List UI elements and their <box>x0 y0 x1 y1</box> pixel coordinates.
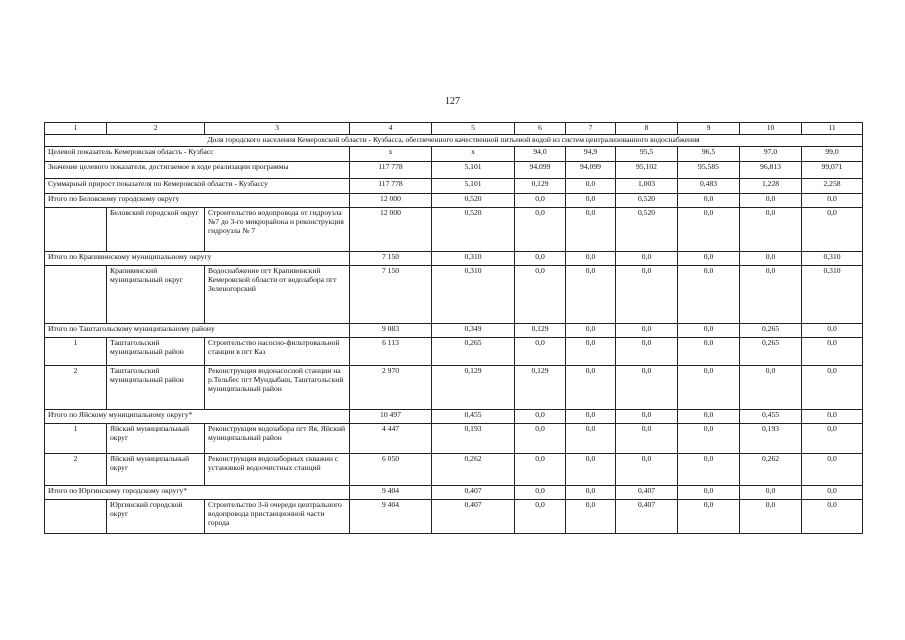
value-cell: 0,0 <box>515 193 566 207</box>
value-cell: 0,520 <box>616 193 678 207</box>
municipality-cell: Крапивинский муниципальный округ <box>107 265 205 323</box>
value-cell: 0,0 <box>678 323 740 337</box>
row-number <box>45 265 107 323</box>
project-cell: Строительство насосно-фильтровальной станции в пгт Каз <box>205 337 350 365</box>
value-cell: 0,310 <box>432 265 515 323</box>
value-cell: 0,265 <box>432 337 515 365</box>
municipality-cell: Яйский муниципальный округ <box>107 453 205 485</box>
section-title-row <box>45 135 863 147</box>
value-cell: 12 000 <box>350 207 432 251</box>
value-cell: 0,0 <box>616 365 678 409</box>
value-cell: 0,0 <box>678 251 740 265</box>
value-cell: 0,0 <box>678 365 740 409</box>
value-cell: 0,0 <box>616 265 678 323</box>
value-cell: 0,0 <box>515 409 566 423</box>
value-cell: 7 150 <box>350 265 432 323</box>
row-label: Значение целевого показателя, достигаемое в ходе реализации программы <box>45 161 350 178</box>
column-header: 8 <box>616 123 678 135</box>
column-header: 1 <box>45 123 107 135</box>
value-cell: 0,0 <box>740 485 802 499</box>
value-cell: 12 000 <box>350 193 432 207</box>
value-cell: 117 778 <box>350 178 432 193</box>
value-cell: 0,0 <box>616 423 678 453</box>
value-cell: 0,0 <box>678 453 740 485</box>
value-cell: 0,407 <box>432 485 515 499</box>
row-label: Итого по Крапивинскому муниципальному округу <box>45 251 350 265</box>
value-cell: 0,0 <box>515 207 566 251</box>
municipality-cell: Юргинский городской округ <box>107 499 205 533</box>
value-cell: 0,0 <box>566 337 616 365</box>
summary-row <box>45 178 863 193</box>
column-header: 10 <box>740 123 802 135</box>
row-label: Итого по Яйскому муниципальному округу* <box>45 409 350 423</box>
value-cell: 94,099 <box>515 161 566 178</box>
value-cell: 96,813 <box>740 161 802 178</box>
column-header: 9 <box>678 123 740 135</box>
table-row <box>45 207 863 251</box>
row-number: 2 <box>45 365 107 409</box>
total-row <box>45 251 863 265</box>
value-cell: 0,520 <box>432 207 515 251</box>
value-cell: 0,0 <box>515 265 566 323</box>
value-cell: 97,0 <box>740 146 802 161</box>
value-cell: 0,0 <box>678 193 740 207</box>
value-cell: 0,0 <box>515 251 566 265</box>
value-cell: 10 497 <box>350 409 432 423</box>
value-cell: 6 113 <box>350 337 432 365</box>
project-cell: Строительство 3-й очереди центрального водопровода пристанционной части города <box>205 499 350 533</box>
value-cell: 0,407 <box>432 499 515 533</box>
value-cell: 0,0 <box>566 365 616 409</box>
value-cell: 0,310 <box>802 251 863 265</box>
value-cell: х <box>432 146 515 161</box>
value-cell: 0,0 <box>616 337 678 365</box>
value-cell: 2 970 <box>350 365 432 409</box>
value-cell: 9 083 <box>350 323 432 337</box>
value-cell: 0,0 <box>566 178 616 193</box>
value-cell: 0,0 <box>566 499 616 533</box>
row-number: 1 <box>45 337 107 365</box>
value-cell: 1,003 <box>616 178 678 193</box>
value-cell: 0,0 <box>740 265 802 323</box>
value-cell: 0,265 <box>740 323 802 337</box>
value-cell: 0,0 <box>802 323 863 337</box>
column-header: 5 <box>432 123 515 135</box>
table-row <box>45 423 863 453</box>
value-cell: 94,0 <box>515 146 566 161</box>
municipality-cell: Яйский муниципальный округ <box>107 423 205 453</box>
value-cell: 0,0 <box>802 365 863 409</box>
value-cell: 0,129 <box>515 365 566 409</box>
value-cell: 1,228 <box>740 178 802 193</box>
value-cell: 0,0 <box>566 265 616 323</box>
row-label: Итого по Беловскому городскому округу <box>45 193 350 207</box>
value-cell: 0,0 <box>678 409 740 423</box>
row-number <box>45 499 107 533</box>
value-cell: 0,0 <box>616 453 678 485</box>
value-cell: 0,520 <box>616 207 678 251</box>
indicator-table <box>44 122 863 534</box>
value-cell: 94,9 <box>566 146 616 161</box>
value-cell: 95,102 <box>616 161 678 178</box>
municipality-cell: Таштагольский муниципальный район <box>107 365 205 409</box>
row-label: Итого по Юргинскому городскому округу* <box>45 485 350 499</box>
table-row <box>45 499 863 533</box>
value-cell: 5,101 <box>432 178 515 193</box>
value-cell: 0,0 <box>566 453 616 485</box>
project-cell: Строительство водопровода от гидроузла №7 до 3-го микрорайона и реконструкция гидроузла № 7 <box>205 207 350 251</box>
value-cell: 0,0 <box>740 207 802 251</box>
value-cell: 7 150 <box>350 251 432 265</box>
total-row <box>45 485 863 499</box>
value-cell: 0,262 <box>432 453 515 485</box>
column-header: 7 <box>566 123 616 135</box>
value-cell: 0,0 <box>616 251 678 265</box>
value-cell: 0,455 <box>740 409 802 423</box>
value-cell: 0,0 <box>566 485 616 499</box>
value-cell: 6 050 <box>350 453 432 485</box>
value-cell: 0,0 <box>802 409 863 423</box>
header-row <box>45 123 863 135</box>
value-cell: 0,0 <box>802 453 863 485</box>
project-cell: Реконструкция водонасосной станции на р.Тельбес пгт Мундыбаш, Таштагольский муниципальный район <box>205 365 350 409</box>
value-cell: 99,0 <box>802 146 863 161</box>
value-cell: 0,0 <box>740 499 802 533</box>
value-cell: 0,0 <box>678 265 740 323</box>
project-cell: Реконструкция водозабора пгт Яя, Яйский муниципальный район <box>205 423 350 453</box>
value-cell: 0,407 <box>616 485 678 499</box>
column-header: 4 <box>350 123 432 135</box>
value-cell: 0,0 <box>740 365 802 409</box>
value-cell: 94,099 <box>566 161 616 178</box>
row-label: Суммарный прирост показателя по Кемеровской области - Кузбассу <box>45 178 350 193</box>
column-header: 6 <box>515 123 566 135</box>
value-cell: 0,129 <box>515 178 566 193</box>
value-cell: 0,310 <box>432 251 515 265</box>
column-header: 3 <box>205 123 350 135</box>
table-row <box>45 337 863 365</box>
row-label: Итого по Таштагольскому муниципальному району <box>45 323 350 337</box>
value-cell: 0,0 <box>740 251 802 265</box>
value-cell: 0,0 <box>515 337 566 365</box>
value-cell: 95,5 <box>616 146 678 161</box>
value-cell: 0,0 <box>678 499 740 533</box>
summary-row <box>45 161 863 178</box>
value-cell: 5,101 <box>432 161 515 178</box>
section-title: Доля городского населения Кемеровской области - Кузбасса, обеспеченного качественной питьевой водой из систем централизованного водоснабжения <box>45 135 863 147</box>
row-number: 1 <box>45 423 107 453</box>
value-cell: 2,258 <box>802 178 863 193</box>
value-cell: 0,0 <box>678 337 740 365</box>
value-cell: 117 778 <box>350 161 432 178</box>
project-cell: Реконструкция водозаборных скважин с установкой водоочистных станций <box>205 453 350 485</box>
value-cell: 0,0 <box>802 485 863 499</box>
value-cell: 0,349 <box>432 323 515 337</box>
value-cell: 0,0 <box>566 423 616 453</box>
value-cell: 0,0 <box>678 423 740 453</box>
value-cell: 0,0 <box>616 323 678 337</box>
value-cell: 0,0 <box>515 499 566 533</box>
value-cell: 0,0 <box>566 207 616 251</box>
value-cell: 9 404 <box>350 499 432 533</box>
page-number: 127 <box>445 96 460 107</box>
value-cell: 0,262 <box>740 453 802 485</box>
value-cell: 0,0 <box>566 251 616 265</box>
table-row <box>45 265 863 323</box>
value-cell: 0,0 <box>566 323 616 337</box>
municipality-cell: Беловский городской округ <box>107 207 205 251</box>
value-cell: 0,407 <box>616 499 678 533</box>
value-cell: 9 404 <box>350 485 432 499</box>
table-row <box>45 453 863 485</box>
column-header: 2 <box>107 123 205 135</box>
table-row <box>45 365 863 409</box>
value-cell: 0,0 <box>515 453 566 485</box>
value-cell: 99,071 <box>802 161 863 178</box>
value-cell: 0,193 <box>740 423 802 453</box>
value-cell: 0,455 <box>432 409 515 423</box>
value-cell: 0,0 <box>678 207 740 251</box>
total-row <box>45 409 863 423</box>
value-cell: 0,0 <box>566 409 616 423</box>
value-cell: 0,0 <box>515 423 566 453</box>
total-row <box>45 323 863 337</box>
value-cell: 0,0 <box>802 423 863 453</box>
value-cell: 0,310 <box>802 265 863 323</box>
value-cell: 0,0 <box>740 193 802 207</box>
value-cell: х <box>350 146 432 161</box>
value-cell: 0,129 <box>432 365 515 409</box>
row-number <box>45 207 107 251</box>
project-cell: Водоснабжение пгт Крапивинский Кемеровской области от водозабора пгт Зеленогорский <box>205 265 350 323</box>
value-cell: 0,0 <box>802 193 863 207</box>
value-cell: 0,0 <box>802 337 863 365</box>
value-cell: 0,0 <box>616 409 678 423</box>
summary-row <box>45 146 863 161</box>
municipality-cell: Таштагольский муниципальный район <box>107 337 205 365</box>
value-cell: 4 447 <box>350 423 432 453</box>
value-cell: 95,585 <box>678 161 740 178</box>
value-cell: 0,0 <box>802 499 863 533</box>
value-cell: 0,265 <box>740 337 802 365</box>
row-number: 2 <box>45 453 107 485</box>
value-cell: 0,483 <box>678 178 740 193</box>
value-cell: 96,5 <box>678 146 740 161</box>
value-cell: 0,0 <box>515 485 566 499</box>
row-label: Целевой показатель Кемеровская область - Кузбасс <box>45 146 350 161</box>
column-header: 11 <box>802 123 863 135</box>
total-row <box>45 193 863 207</box>
value-cell: 0,0 <box>678 485 740 499</box>
value-cell: 0,129 <box>515 323 566 337</box>
value-cell: 0,0 <box>566 193 616 207</box>
value-cell: 0,0 <box>802 207 863 251</box>
value-cell: 0,193 <box>432 423 515 453</box>
value-cell: 0,520 <box>432 193 515 207</box>
